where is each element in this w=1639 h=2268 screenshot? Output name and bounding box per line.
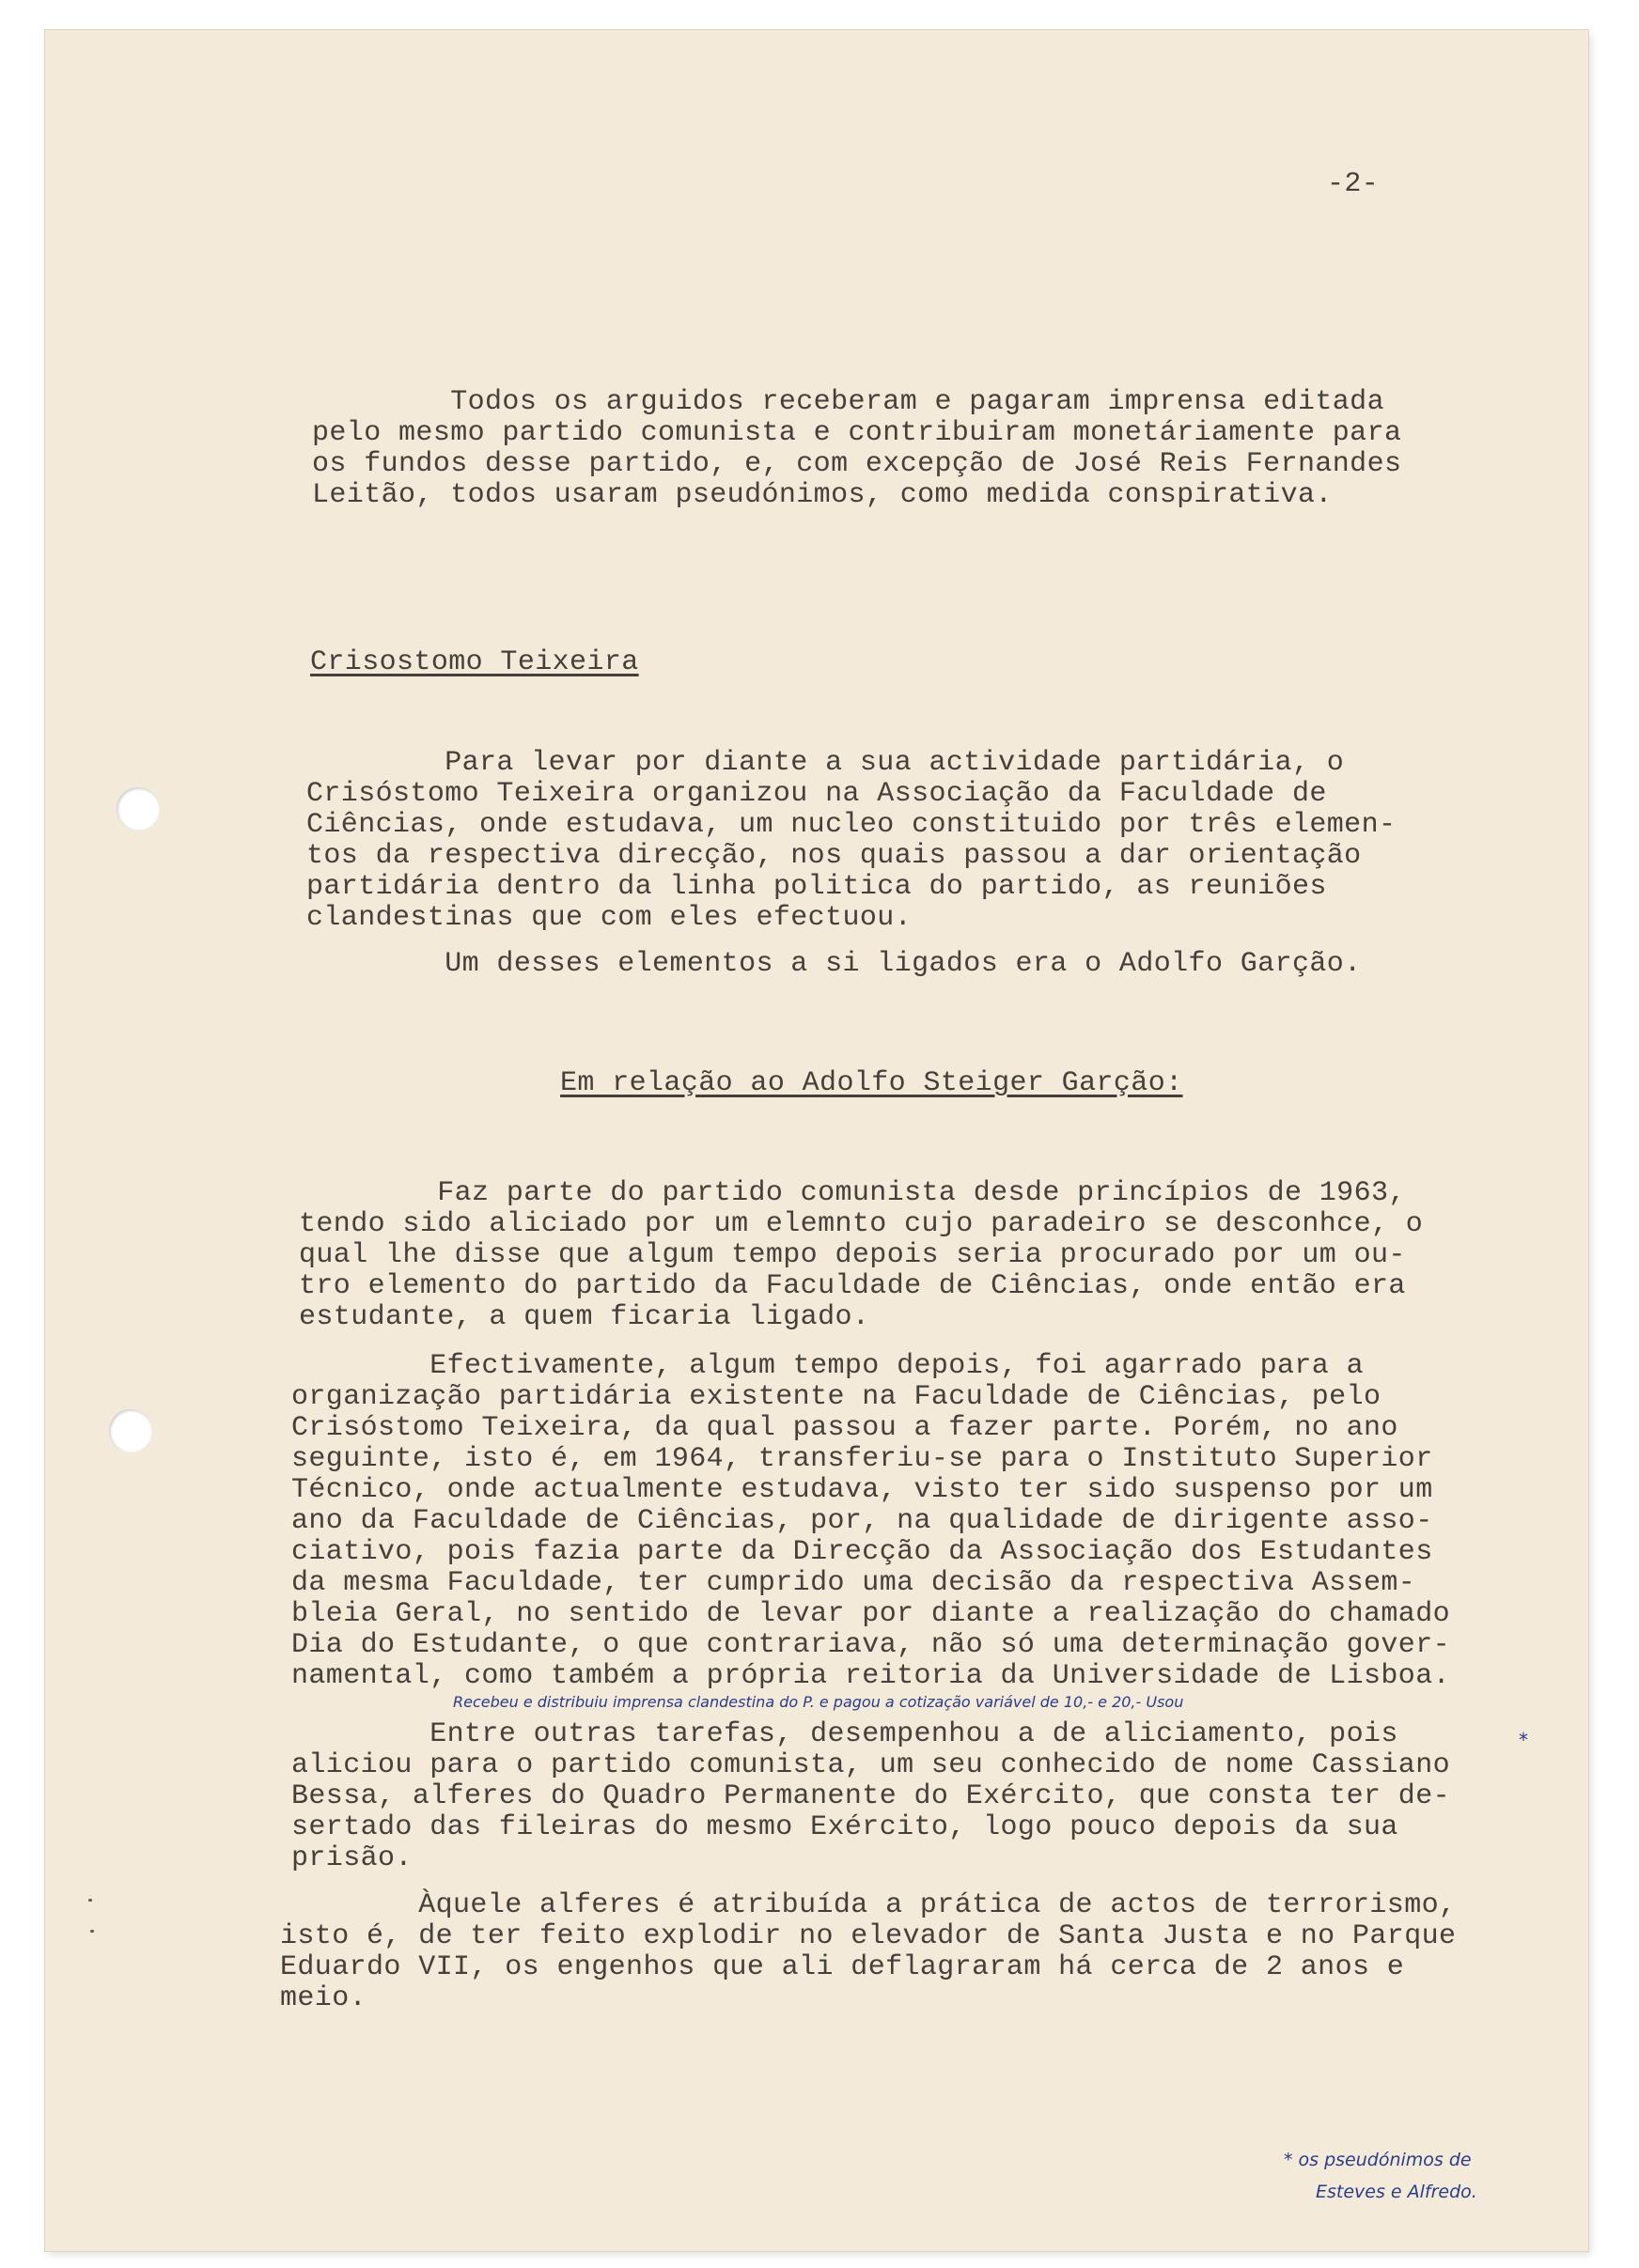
section-heading-crisostomo: Crisostomo Teixeira (310, 646, 639, 678)
text-line: ano da Faculdade de Ciências, por, na qualidade de dirigente asso- (291, 1505, 1433, 1537)
paper-speck (90, 1930, 94, 1933)
section-heading-adolfo: Em relação ao Adolfo Steiger Garção: (560, 1067, 1183, 1099)
text-line: tos da respectiva direcção, nos quais passou a dar orientação (306, 840, 1362, 872)
text-line: clandestinas que com eles efectuou. (306, 902, 913, 934)
text-line: os fundos desse partido, e, com excepção de José Reis Fernandes (312, 448, 1402, 480)
text-line: seguinte, isto é, em 1964, transferiu-se para o Instituto Superior (291, 1443, 1433, 1475)
text-line: Bessa, alferes do Quadro Permanente do Exército, que consta ter de- (291, 1780, 1450, 1812)
text-line: Técnico, onde actualmente estudava, visto ter sido suspenso por um (291, 1474, 1433, 1506)
handwritten-insert: Recebeu e distribuiu imprensa clandestina do P. e pagou a cotização variável de 10,- e 20,- Usou (453, 1693, 1184, 1711)
text-line: tendo sido aliciado por um elemnto cujo paradeiro se desconhce, o (299, 1208, 1424, 1240)
text-line: Crisóstomo Teixeira, da qual passou a fazer parte. Porém, no ano (291, 1412, 1398, 1444)
text-line: da mesma Faculdade, ter cumprido uma decisão da respectiva Assem- (291, 1567, 1416, 1599)
text-line: organização partidária existente na Faculdade de Ciências, pelo (291, 1381, 1381, 1413)
handwritten-asterisk: * (1519, 1729, 1528, 1751)
footnote-line: * os pseudónimos de (1284, 2150, 1472, 2170)
text-line: ciativo, pois fazia parte da Direcção da Associação dos Estudantes (291, 1536, 1433, 1568)
text-line: Entre outras tarefas, desempenhou a de aliciamento, pois (291, 1718, 1398, 1750)
punch-hole (117, 787, 160, 831)
punch-hole (109, 1409, 152, 1452)
text-line: Todos os arguidos receberam e pagaram imprensa editada (312, 386, 1384, 418)
text-line: tro elemento do partido da Faculdade de Ciências, onde então era (299, 1270, 1406, 1302)
text-line: isto é, de ter feito explodir no elevador de Santa Justa e no Parque (280, 1920, 1457, 1952)
footnote-line: Esteves e Alfredo. (1316, 2182, 1477, 2202)
paragraph-elementos: Um desses elementos a si ligados era o Adolfo Garção. (306, 948, 1362, 980)
text-line: Leitão, todos usaram pseudónimos, como medida conspirativa. (312, 479, 1333, 511)
paper-speck (88, 1899, 92, 1902)
text-line: Dia do Estudante, o que contrariava, não só uma determinação gover- (291, 1629, 1450, 1661)
text-line: prisão. (291, 1842, 413, 1874)
text-line: sertado das fileiras do mesmo Exército, logo pouco depois da sua (291, 1811, 1398, 1843)
text-line: pelo mesmo partido comunista e contribuiram monetáriamente para (312, 417, 1402, 449)
text-line: namental, como também a própria reitoria da Universidade de Lisboa. (291, 1660, 1450, 1692)
text-line: Eduardo VII, os engenhos que ali deflagraram há cerca de 2 anos e (280, 1951, 1405, 1983)
document-page (45, 30, 1588, 2251)
text-line: Para levar por diante a sua actividade partidária, o (306, 747, 1345, 779)
text-line: Faz parte do partido comunista desde princípios de 1963, (299, 1177, 1406, 1209)
text-line: Ciências, onde estudava, um nucleo constituido por três elemen- (306, 809, 1397, 841)
text-line: qual lhe disse que algum tempo depois seria procurado por um ou- (299, 1239, 1406, 1271)
text-line: bleia Geral, no sentido de levar por diante a realização do chamado (291, 1598, 1450, 1630)
text-line: Crisóstomo Teixeira organizou na Associação da Faculdade de (306, 778, 1327, 810)
text-line: meio. (280, 1982, 367, 2014)
text-line: Àquele alferes é atribuída a prática de actos de terrorismo, (280, 1889, 1457, 1921)
text-line: estudante, a quem ficaria ligado. (299, 1301, 870, 1333)
text-line: Efectivamente, algum tempo depois, foi agarrado para a (291, 1350, 1364, 1382)
text-line: aliciou para o partido comunista, um seu conhecido de nome Cassiano (291, 1749, 1450, 1781)
text-line: partidária dentro da linha politica do partido, as reuniões (306, 871, 1327, 903)
page-number: -2- (1327, 168, 1380, 200)
